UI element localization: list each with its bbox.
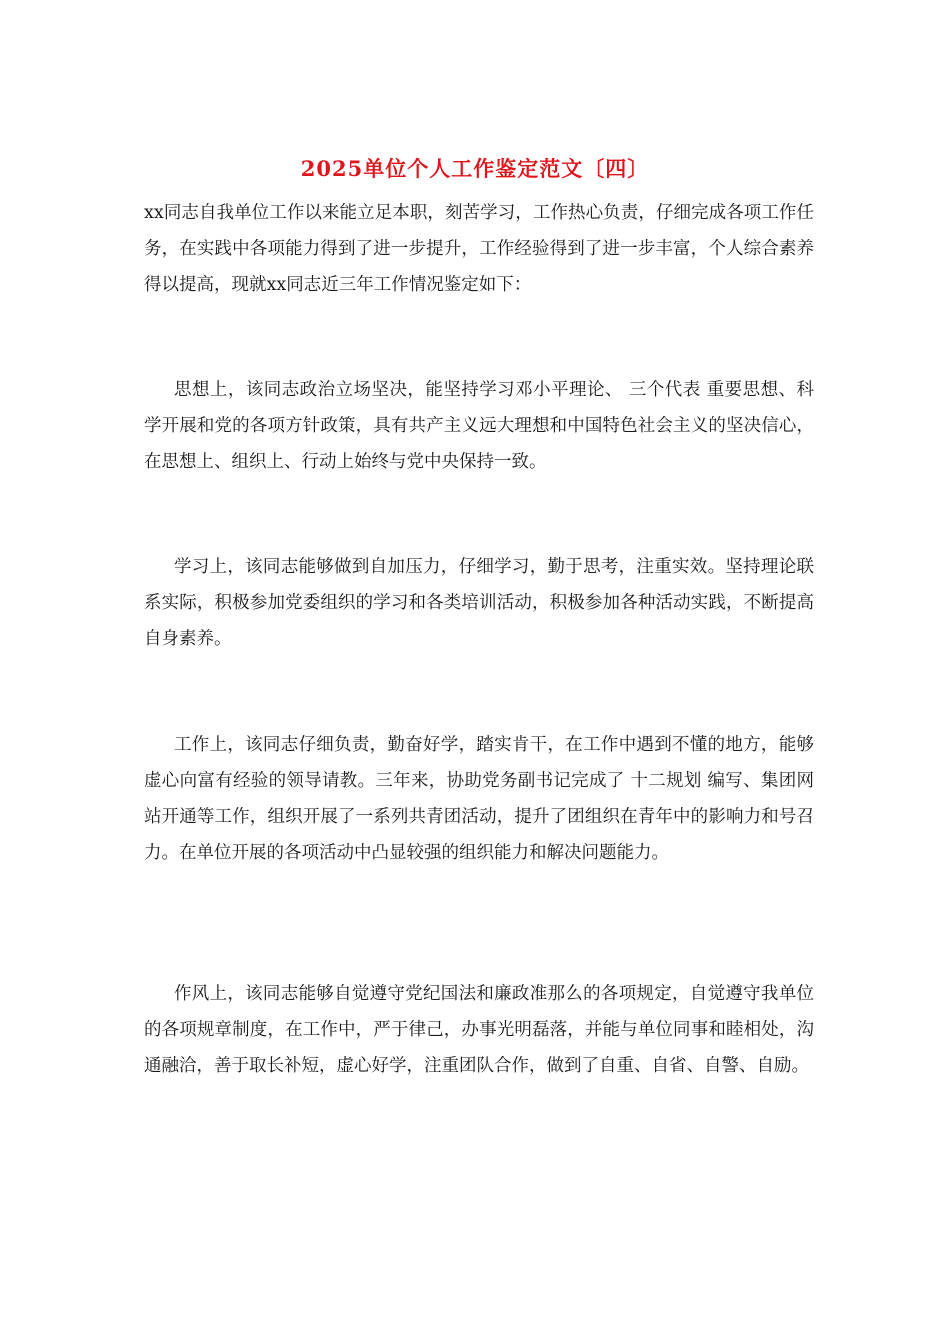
paragraph-work: 工作上，该同志仔细负责，勤奋好学，踏实肯干，在工作中遇到不懂的地方，能够虚心向富有经验的领导请教。三年来，协助党务副书记完成了 十二规划 编写、集团网站开通等工作，组织开展了一系列共青团活动，提升了团组织在青年中的影响力和号召力。在单位开展的各项活动中凸显较强的组织能力和解决问题能力。	[144, 735, 814, 863]
paragraph-ideology: 思想上，该同志政治立场坚决，能坚持学习邓小平理论、 三个代表 重要思想、科学开展和党的各项方针政策，具有共产主义远大理想和中国特色社会主义的坚决信心，在思想上、组织上、行动上始终与党中央保持一致。	[144, 380, 814, 472]
document-title: 2025单位个人工作鉴定范文〔四〕	[300, 156, 650, 181]
paragraph-conduct: 作风上，该同志能够自觉遵守党纪国法和廉政准那么的各项规定，自觉遵守我单位的各项规章制度，在工作中，严于律己，办事光明磊落，并能与单位同事和睦相处，沟通融洽，善于取长补短，虚心好学，注重团队合作，做到了自重、自省、自警、自励。	[144, 984, 814, 1076]
paragraph-study: 学习上，该同志能够做到自加压力，仔细学习，勤于思考，注重实效。坚持理论联系实际，积极参加党委组织的学习和各类培训活动，积极参加各种活动实践，不断提高自身素养。	[144, 557, 814, 649]
paragraph-intro: xx同志自我单位工作以来能立足本职，刻苦学习，工作热心负责，仔细完成各项工作任务，在实践中各项能力得到了进一步提升，工作经验得到了进一步丰富，个人综合素养得以提高，现就xx同志近三年工作情况鉴定如下：	[144, 203, 814, 295]
